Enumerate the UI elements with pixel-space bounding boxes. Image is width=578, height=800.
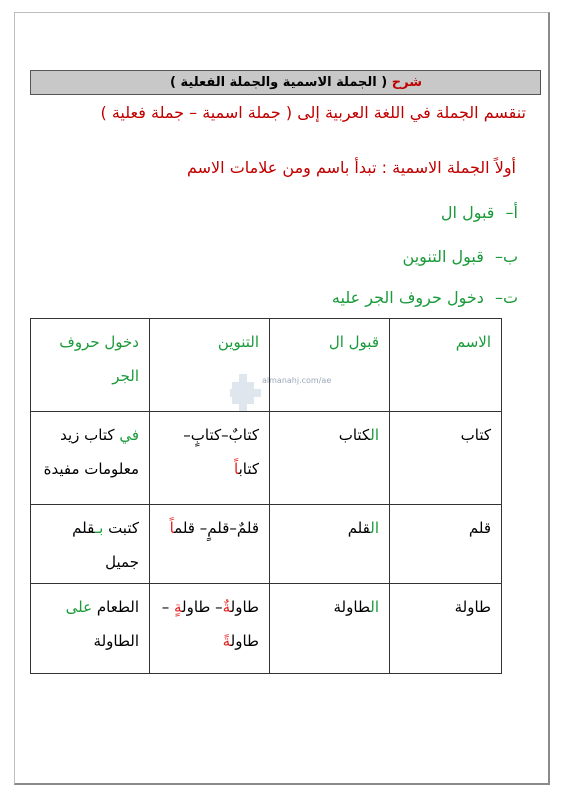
cell-noun: قلم	[390, 505, 502, 584]
cell-jarr: في كتاب زيد معلومات مفيدة	[31, 412, 150, 505]
header-jarr: دخول حروف الجر	[31, 319, 150, 412]
table-row	[31, 412, 502, 505]
title-text: ( الجملة الاسمية والجملة الفعلية )	[170, 75, 388, 90]
cell-tanween: قلم–قلم– قلماً	[150, 505, 270, 584]
noun-sign-2-text: قبول التنوين	[402, 247, 484, 266]
title-prefix: شرح	[391, 75, 422, 90]
cell-tanween: كتاب–كتاب– كتاباً	[150, 412, 270, 505]
noun-sign-1	[441, 203, 518, 222]
noun-sign-3-text: دخول حروف الجر عليه	[331, 288, 484, 307]
watermark-text: almanahj.com/ae	[262, 376, 332, 385]
noun-sign-3-marker: ت–	[494, 288, 518, 307]
noun-sign-2	[403, 247, 518, 266]
cell-noun: كتاب	[390, 412, 502, 505]
intro-sentence: تنقسم الجملة في اللغة العربية إلى ( جملة اسمية – جملة فعلية )	[100, 103, 526, 122]
noun-sign-1-marker: أ–	[505, 203, 518, 222]
header-tanween: التنوين	[150, 319, 270, 412]
table-row	[31, 584, 502, 674]
table-header-row	[31, 319, 502, 412]
cell-jarr: كتبت بـقلم جميل	[31, 505, 150, 584]
lesson-title-bar	[30, 70, 541, 95]
cell-jarr: الطعام على الطاولة	[31, 584, 150, 674]
cell-tanween: طاولةٌ– طاولةٍ –طاولةً	[150, 584, 270, 674]
header-al: قبول ال	[270, 319, 390, 412]
cell-noun: طاولة	[390, 584, 502, 674]
first-section-heading: أولاً الجملة الاسمية : تبدأ باسم ومن علامات الاسم	[187, 158, 516, 177]
noun-sign-1-text: قبول ال	[440, 203, 495, 222]
noun-signs-table	[30, 318, 502, 674]
cell-al: الطاولة	[270, 584, 390, 674]
cell-al: الكتاب	[270, 412, 390, 505]
noun-sign-2-marker: ب–	[494, 247, 518, 266]
cell-al: القلم	[270, 505, 390, 584]
table-row	[31, 505, 502, 584]
noun-sign-3	[332, 288, 518, 307]
header-noun: الاسم	[390, 319, 502, 412]
